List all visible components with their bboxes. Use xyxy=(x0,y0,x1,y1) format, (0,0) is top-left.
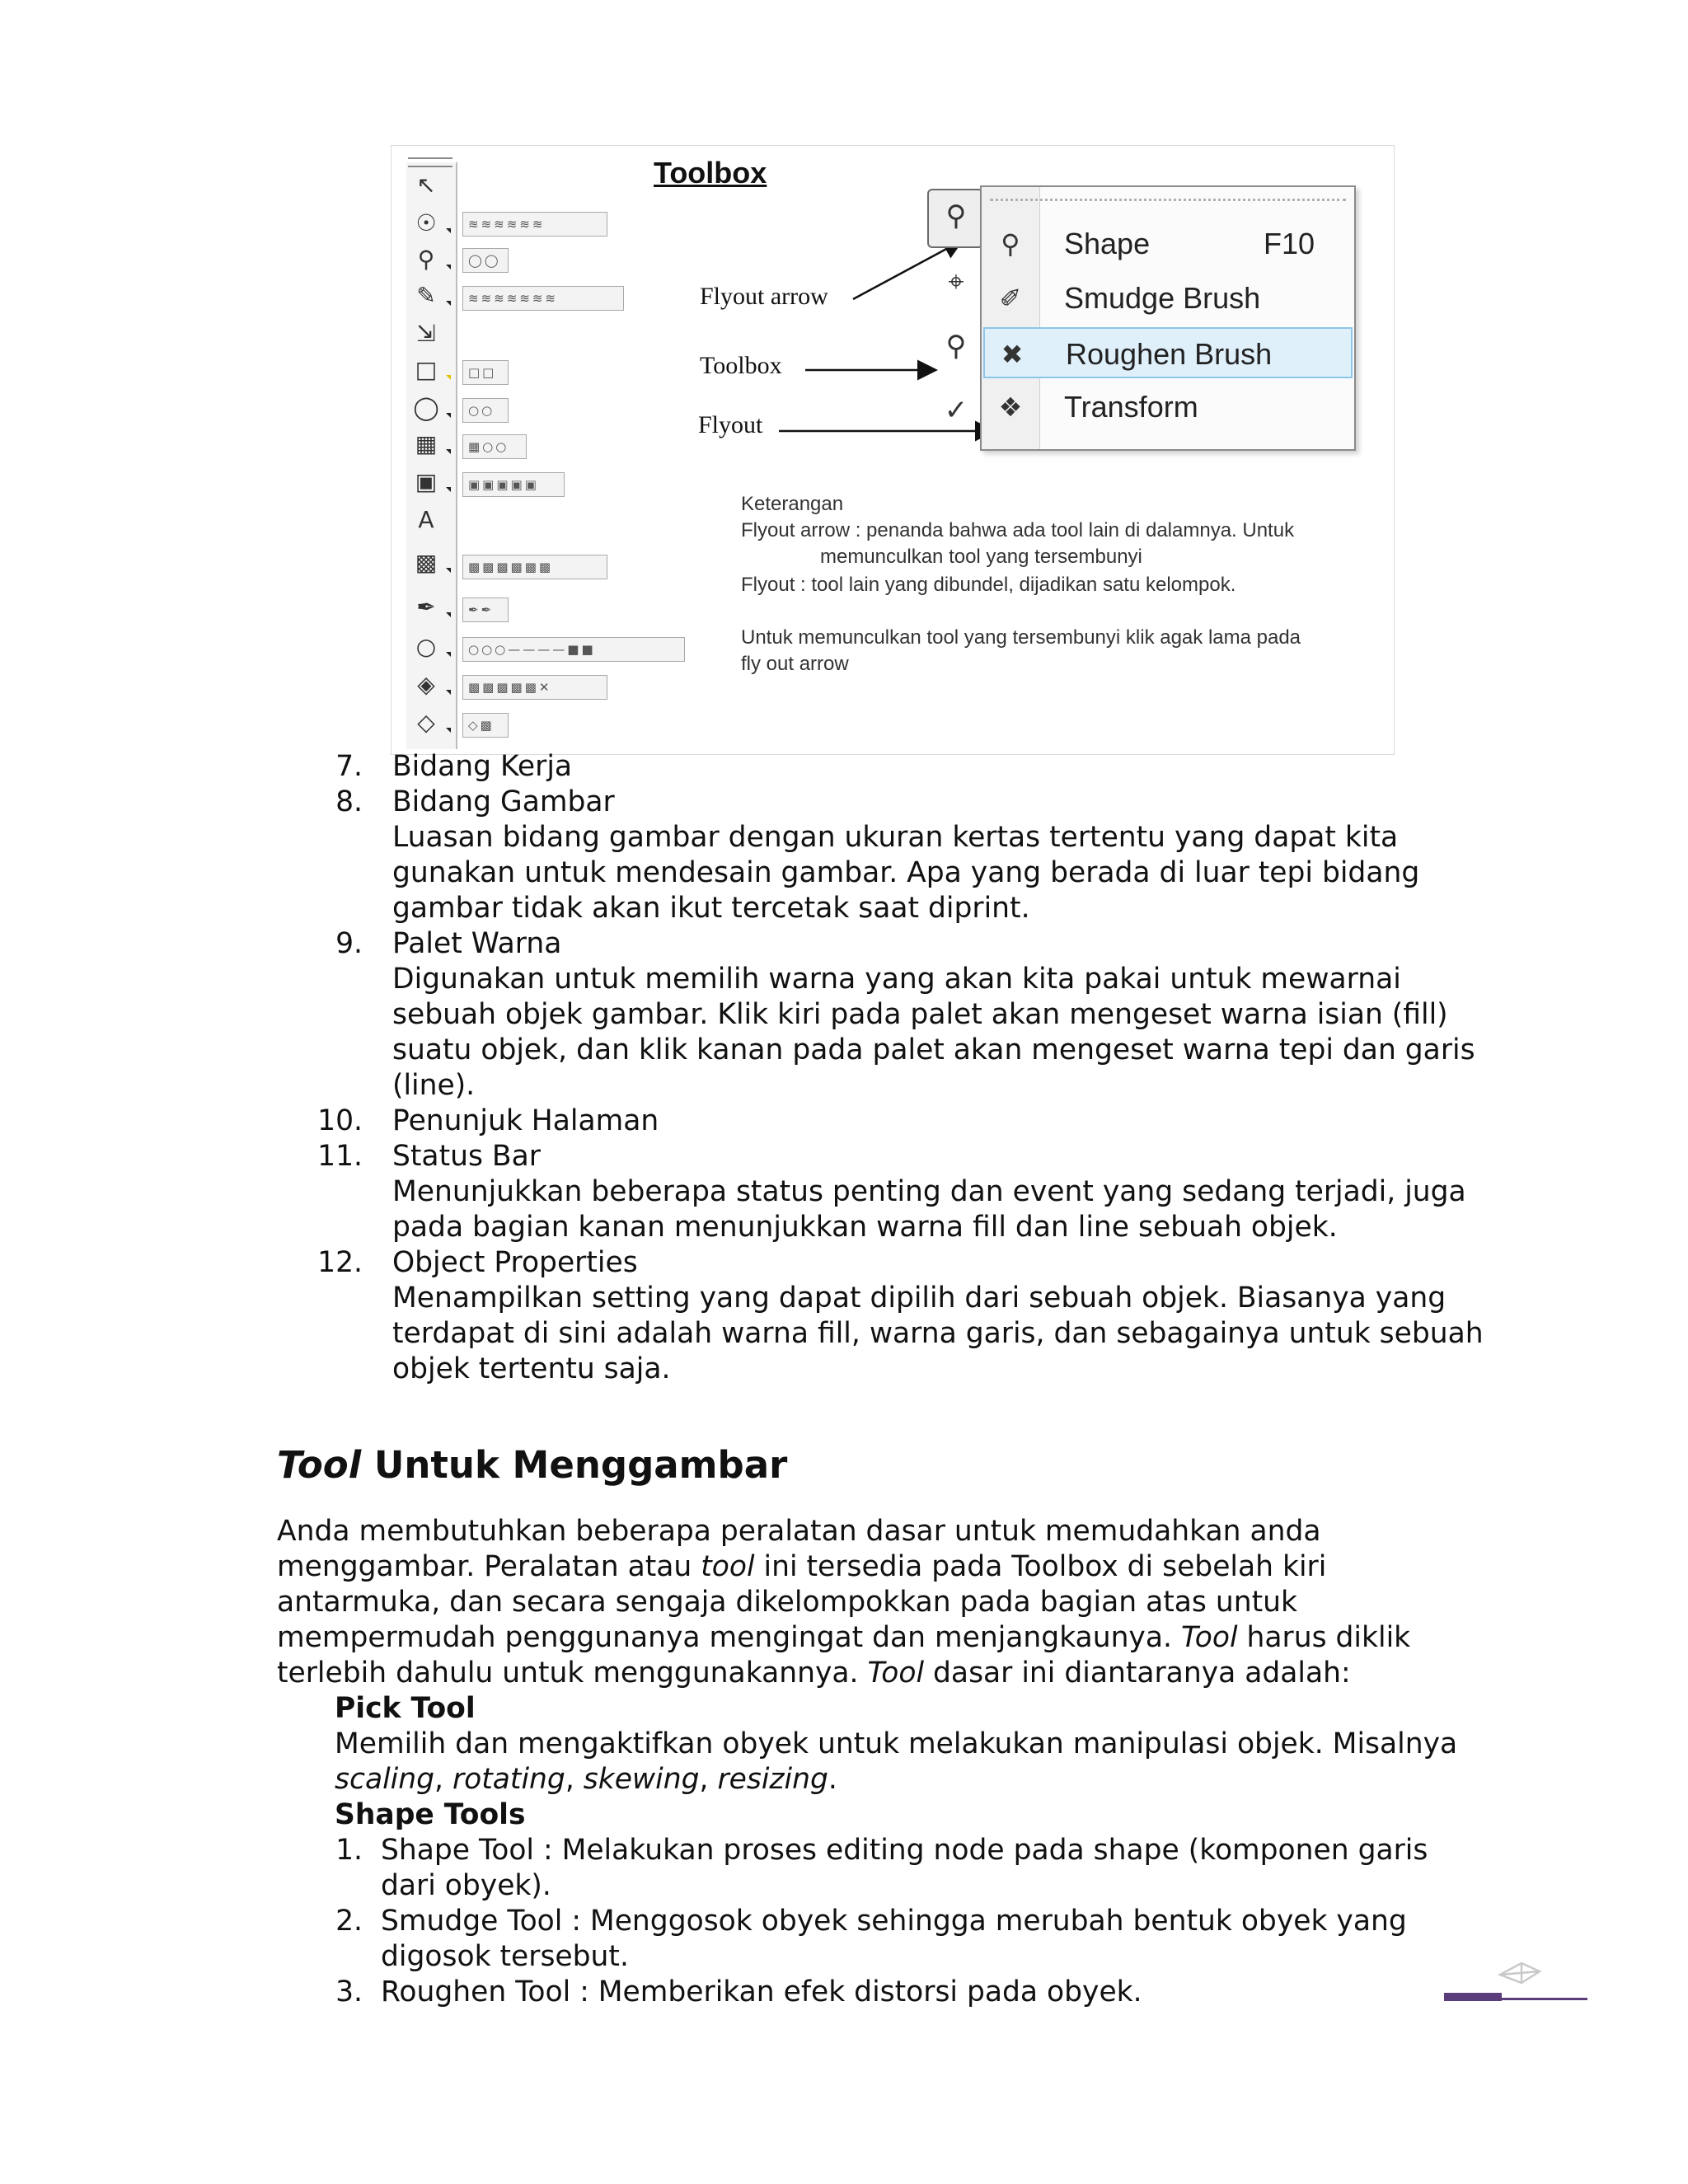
flyout-menu-item-shape[interactable] xyxy=(983,218,1353,269)
zoom-tool-icon: ⚲ xyxy=(417,246,435,273)
heading-rest: Untuk Menggambar xyxy=(361,1443,788,1487)
paragraph-line: menggambar. Peralatan atau tool ini tersedia pada Toolbox di sebelah kiri xyxy=(277,1550,1327,1583)
flyout-menu-item-smudge-brush[interactable] xyxy=(983,273,1353,324)
list-number: 10. xyxy=(317,1104,363,1137)
outline-tool-icon: ○ xyxy=(415,633,437,660)
paper-plane-icon xyxy=(1497,1958,1543,1991)
paragraph-line: Anda membutuhkan beberapa peralatan dasar untuk memudahkan anda xyxy=(277,1515,1321,1548)
flyout-bar-curve: ≋≋≋≋≋≋ xyxy=(462,212,607,237)
crop-icon: ⌖ xyxy=(948,265,964,298)
toolbox-title: Toolbox xyxy=(654,156,767,190)
list-item-desc: objek tertentu saja. xyxy=(392,1352,671,1385)
flyout-bar-ellipse: ○○ xyxy=(462,398,509,423)
flyout-menu-grip xyxy=(990,199,1346,201)
roughen-brush-icon: ✖ xyxy=(1001,339,1024,370)
list-number: 2. xyxy=(335,1905,363,1938)
flyout-bar-interactive: ▩▩▩▩▩▩ xyxy=(462,555,607,579)
smudge-brush-icon: ✐ xyxy=(999,283,1022,314)
shape-tool-item: Shape Tool : Melakukan proses editing node pada shape (komponen garis xyxy=(381,1834,1428,1867)
smart-fill-tool-icon: ⇲ xyxy=(416,320,436,347)
toolbox-label: Toolbox xyxy=(700,352,782,379)
interactive-tool-icon: ▩ xyxy=(415,549,438,576)
page-mark-bar xyxy=(1444,1993,1502,2001)
list-item-desc: (line). xyxy=(392,1069,476,1102)
flyout-arrow-label: Flyout arrow xyxy=(700,283,828,310)
list-item-desc: Menampilkan setting yang dapat dipilih dari sebuah objek. Biasanya yang xyxy=(392,1282,1447,1315)
table-tool-icon: ▦ xyxy=(415,430,438,457)
list-number: 12. xyxy=(317,1246,363,1279)
list-item-desc: Digunakan untuk memilih warna yang akan kita pakai untuk mewarnai xyxy=(392,963,1401,996)
note-line: Flyout arrow : penanda bahwa ada tool lain di dalamnya. Untuk xyxy=(741,519,1295,541)
pick-tool-desc: Memilih dan mengaktifkan obyek untuk melakukan manipulasi objek. Misalnya xyxy=(335,1727,1458,1760)
list-item-title: Status Bar xyxy=(392,1140,541,1173)
section-heading xyxy=(277,1442,787,1488)
flyout-bar-interactive-fill: ◇▩ xyxy=(462,713,509,738)
flyout-bar-fill: ▩▩▩▩▩✕ xyxy=(462,675,607,700)
list-item-desc: suatu objek, dan klik kanan pada palet akan mengeset warna tepi dan garis xyxy=(392,1033,1475,1066)
toolbox-figure xyxy=(391,145,1395,755)
flyout-menu-item-roughen-brush[interactable] xyxy=(983,327,1353,378)
shape-icon: ⚲ xyxy=(1001,228,1020,260)
flyout-bar-table: ▦○○ xyxy=(462,434,527,459)
shape-tool-item: Roughen Tool : Memberikan efek distorsi pada obyek. xyxy=(381,1975,1142,2008)
paragraph-line: mempermudah penggunanya mengingat dan menjangkaunya. Tool harus diklik xyxy=(277,1621,1411,1654)
list-item-desc: sebuah objek gambar. Klik kiri pada palet akan mengeset warna isian (fill) xyxy=(392,998,1448,1031)
rectangle-tool-icon: □ xyxy=(415,356,438,383)
pick-tool-examples: scaling, rotating, skewing, resizing. xyxy=(335,1763,837,1796)
list-item-title: Bidang Gambar xyxy=(392,785,615,818)
list-number: 3. xyxy=(335,1975,363,2008)
list-item-desc: terdapat di sini adalah warna fill, warna garis, dan sebagainya untuk sebuah xyxy=(392,1317,1484,1350)
shape-tool-icon: ☉ xyxy=(415,209,437,237)
page-mark-line xyxy=(1502,1998,1587,2000)
list-item-desc: Luasan bidang gambar dengan ukuran kertas tertentu yang dapat kita xyxy=(392,821,1399,854)
flyout-menu-item-transform[interactable] xyxy=(983,382,1353,433)
note-line: fly out arrow xyxy=(741,653,849,675)
flyout-bar-eyedropper: ✒✒ xyxy=(462,598,509,622)
list-item-desc: gambar tidak akan ikut tercetak saat diprint. xyxy=(392,892,1030,925)
list-number: 11. xyxy=(317,1140,363,1173)
list-item-desc: Menunjukkan beberapa status penting dan event yang sedang terjadi, juga xyxy=(392,1175,1466,1208)
flyout-menu-item-label: Smudge Brush xyxy=(1064,281,1261,315)
list-item-title: Palet Warna xyxy=(392,927,562,960)
fill-tool-icon: ◈ xyxy=(417,671,435,698)
shortcut-key: F10 xyxy=(1264,227,1315,260)
shape-tool-item: digosok tersebut. xyxy=(381,1940,629,1973)
flyout-bar-outline: ○○○————■■ xyxy=(462,637,685,662)
flyout-bar-rectangle: □□ xyxy=(462,360,509,385)
note-line: Flyout : tool lain yang dibundel, dijadikan satu kelompok. xyxy=(741,574,1236,596)
flyout-menu-item-label: Shape xyxy=(1064,227,1151,260)
flyout-menu-item-label: Roughen Brush xyxy=(1066,337,1273,371)
text-tool-icon: A xyxy=(418,506,434,533)
note-heading: Keterangan xyxy=(741,493,844,515)
paragraph-line: terlebih dahulu untuk menggunakannya. Tool dasar ini diantaranya adalah: xyxy=(277,1657,1351,1690)
note-line: memunculkan tool yang tersembunyi xyxy=(820,546,1142,568)
list-item-desc: pada bagian kanan menunjukkan warna fill dan line sebuah objek. xyxy=(392,1211,1338,1244)
flyout-bar-zoom: ◯◯ xyxy=(462,248,509,273)
list-number: 8. xyxy=(335,785,363,818)
list-item-desc: gunakan untuk mendesain gambar. Apa yang berada di luar tepi bidang xyxy=(392,856,1420,889)
shape-tools-title: Shape Tools xyxy=(335,1798,526,1831)
freehand-icon: ✓ xyxy=(944,394,968,427)
pick-tool-icon: ↖ xyxy=(416,171,436,199)
heading-italic: Tool xyxy=(277,1443,362,1487)
shape-icon: ⚲ xyxy=(945,199,967,232)
flyout-label: Flyout xyxy=(698,411,763,438)
flyout-bar-shapes: ▣▣▣▣▣ xyxy=(462,472,565,497)
ellipse-tool-icon: ◯ xyxy=(413,394,439,421)
list-item-title: Penunjuk Halaman xyxy=(392,1104,659,1137)
list-number: 9. xyxy=(335,927,363,960)
note-line: Untuk memunculkan tool yang tersembunyi klik agak lama pada xyxy=(741,626,1301,649)
list-number: 1. xyxy=(335,1834,363,1867)
shape-tool-item: Smudge Tool : Menggosok obyek sehingga merubah bentuk obyek yang xyxy=(381,1905,1407,1938)
flyout-menu-item-label: Transform xyxy=(1064,390,1198,424)
list-item-title: Object Properties xyxy=(392,1246,638,1279)
basic-shapes-tool-icon: ▣ xyxy=(415,468,438,495)
list-item-title: Bidang Kerja xyxy=(392,750,573,783)
freehand-tool-icon: ✎ xyxy=(416,282,436,309)
eyedropper-tool-icon: ✒ xyxy=(416,593,436,621)
flyout-bar-freehand: ≋≋≋≋≋≋≋ xyxy=(462,286,624,311)
paragraph-line: antarmuka, dan secara sengaja dikelompokkan pada bagian atas untuk xyxy=(277,1586,1297,1619)
zoom-icon: ⚲ xyxy=(945,330,967,363)
pick-tool-title: Pick Tool xyxy=(335,1692,476,1725)
shape-tool-item: dari obyek). xyxy=(381,1869,551,1902)
interactive-fill-tool-icon: ◇ xyxy=(417,709,435,736)
flyout-menu xyxy=(980,185,1356,451)
list-number: 7. xyxy=(335,750,363,783)
transform-icon: ❖ xyxy=(998,391,1023,423)
